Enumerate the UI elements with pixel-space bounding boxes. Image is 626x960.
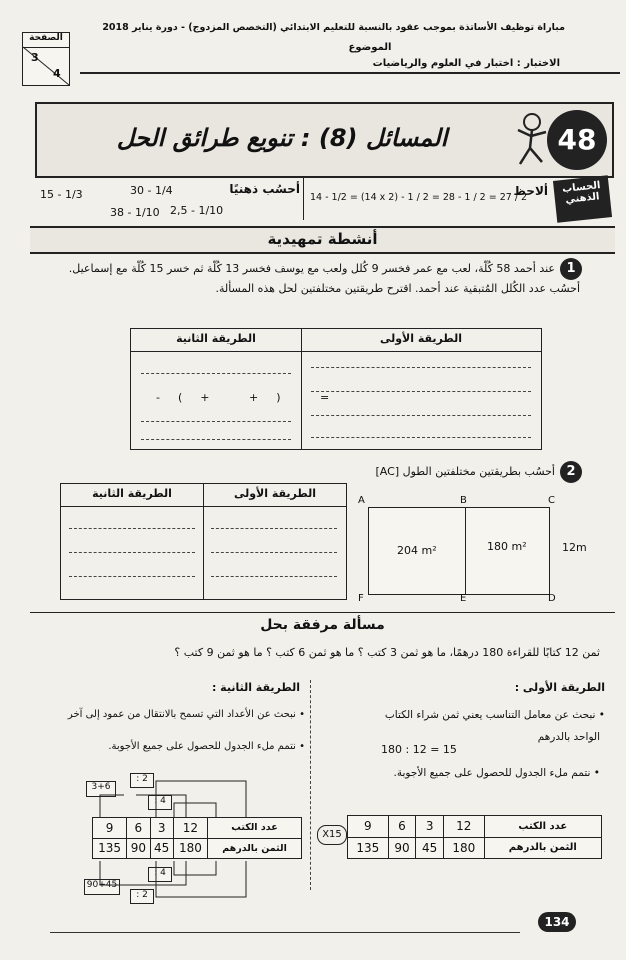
a2-line	[69, 528, 195, 529]
activity-1-badge	[560, 258, 582, 280]
a1-line	[141, 373, 291, 374]
area-2: 180 m²	[487, 540, 527, 553]
op-bot-1: : 4	[148, 867, 172, 882]
section-1-title: أنشطة تمهيدية	[267, 230, 378, 248]
a2-line	[211, 576, 337, 577]
factor-badge	[317, 825, 347, 845]
a1-line	[311, 415, 531, 416]
a2-col-first: الطريقة الأولى	[233, 487, 317, 500]
compute-label: أحسُب ذهنيًا	[229, 182, 300, 196]
activity-2	[40, 455, 610, 610]
page-divider	[23, 47, 69, 85]
footer-page: 134	[544, 915, 570, 929]
m2-cell: 3	[150, 818, 173, 839]
m2-cell: 90	[127, 838, 150, 859]
m1-bullet-1-text: نبحث عن معامل التناسب يعني ثمن شراء الكتاب	[384, 709, 596, 721]
area-1: 204 m²	[397, 544, 437, 557]
footer-rule	[50, 932, 520, 933]
m2-cell: 6	[127, 818, 150, 839]
mental-divider	[303, 176, 304, 220]
header-rule	[80, 72, 620, 74]
a1-formula: -(+ +) =	[156, 391, 348, 404]
m1-row-head: عدد الكتب	[484, 816, 601, 838]
activity-2-badge	[560, 461, 582, 483]
mental-item-0: 15 - 1/3	[40, 188, 83, 201]
label-E: E	[460, 593, 467, 604]
a1-line	[141, 421, 291, 422]
m2-bullet-2-text: نتمم ملء الجدول للحصول على جميع الأجوبة.	[108, 741, 296, 752]
m2-cell: 135	[93, 838, 127, 859]
method-1	[315, 675, 615, 875]
page-total: 4	[53, 67, 61, 80]
page-box	[22, 32, 70, 86]
lesson-number: 48	[557, 123, 597, 156]
mental-item-2: 38 - 1/10	[110, 206, 160, 219]
note-expression	[310, 178, 528, 218]
activity-1-text-1: عند أحمد 58 كُلّة، لعب مع عمر فخسر 9 كُلل ولعب مع يوسف فخسر 13 كُلّة ثم خسر 15 كُلّة مع إسماعيل.	[68, 262, 555, 275]
m2-cell: 9	[93, 818, 127, 839]
activity-2-number: 2	[566, 464, 576, 479]
lesson-title: المسائل (8) : تنويع طرائق الحل	[116, 124, 448, 152]
m1-title: الطريقة الأولى :	[514, 681, 605, 694]
table-head-line	[131, 351, 541, 352]
m1-cell: 9	[348, 816, 389, 838]
m2-title: الطريقة الثانية :	[211, 681, 300, 694]
a2-line	[211, 552, 337, 553]
m1-table	[347, 815, 602, 859]
m1-cell: 180	[443, 837, 484, 859]
label-B: B	[460, 495, 467, 506]
m1-row-head: الثمن بالدرهم	[484, 837, 601, 859]
section-1-header	[30, 226, 615, 254]
footer-page-badge	[538, 912, 576, 932]
lesson-banner	[35, 102, 614, 178]
activity-1	[40, 252, 610, 452]
m1-cell: 135	[348, 837, 389, 859]
page-label: الصفحة	[23, 33, 69, 48]
table-divider	[301, 329, 302, 449]
m1-cell: 45	[416, 837, 444, 859]
op-top-1: : 2	[130, 773, 154, 788]
m1-bullet-2: • نتمم ملء الجدول للحصول على جميع الأجوبة.	[393, 767, 600, 779]
m2-bullet-1: • نبحث عن الأعداد التي تسمح بالانتقال من عمود إلى آخر	[67, 709, 305, 720]
note-label: ألاحظ	[513, 184, 548, 198]
page-number: 3	[31, 51, 39, 64]
factor-text: X15	[322, 829, 342, 840]
height-label: 12m	[562, 541, 587, 554]
table-head-line	[61, 506, 346, 507]
method-2	[30, 675, 308, 905]
m1-bullet-1: • نبحث عن معامل التناسب يعني ثمن شراء الكتاب	[384, 709, 605, 721]
m1-cell: 90	[388, 837, 416, 859]
problem-text: ثمن 12 كتابًا للقراءة 180 درهمًا، ما هو ثمن 3 كتب ؟ ما هو ثمن 6 كتب ؟ ما هو ثمن 9 كتب ؟	[174, 646, 600, 659]
a2-line	[69, 552, 195, 553]
m2-row-head: عدد الكتب	[208, 818, 302, 839]
note-expression-text: 14 - 1/2 = (14 x 2) - 1 / 2 = 28 - 1 / 2 = 27 / 2	[310, 192, 528, 203]
label-A: A	[358, 495, 365, 506]
m2-cell: 45	[150, 838, 173, 859]
mental-math	[30, 174, 615, 226]
rectangle-figure	[368, 507, 550, 595]
m1-bullet-2-text: نتمم ملء الجدول للحصول على جميع الأجوبة.	[393, 767, 591, 779]
lesson-number-badge	[547, 110, 607, 170]
m2-cell: 180	[173, 838, 207, 859]
a2-line	[211, 528, 337, 529]
activity-2-table	[60, 483, 347, 600]
running-child-icon	[512, 112, 550, 168]
m1-cell: 12	[443, 816, 484, 838]
subject-label: الموضوع	[348, 42, 392, 53]
arrows-diagram	[86, 775, 286, 905]
a2-line	[69, 576, 195, 577]
op-bot-2: : 2	[130, 889, 154, 904]
mental-tag: الحساب الذهني	[553, 175, 612, 223]
a2-col-second: الطريقة الثانية	[92, 487, 172, 500]
op-top-2: : 4	[148, 795, 172, 810]
m1-cell: 6	[388, 816, 416, 838]
mental-item-1: 30 - 1/4	[130, 184, 173, 197]
op-top-3: 3+6	[86, 781, 116, 797]
figure-divider	[465, 508, 466, 594]
a1-line	[311, 437, 531, 438]
a1-line	[141, 439, 291, 440]
label-F: F	[358, 593, 364, 604]
m1-calc: 180 : 12 = 15	[381, 743, 457, 756]
a1-line	[311, 391, 531, 392]
activity-1-table	[130, 328, 542, 450]
exam-label: الاختبار : اختبار في العلوم والرياضيات	[372, 58, 560, 69]
a1-col-first: الطريقة الأولى	[379, 332, 463, 345]
activity-1-number: 1	[566, 261, 576, 276]
op-bot-3: 90+45	[84, 879, 120, 895]
m1-books-row	[348, 816, 602, 838]
m2-cell: 12	[173, 818, 207, 839]
methods-divider	[310, 680, 312, 890]
m1-bullet-1b: الواحد بالدرهم	[537, 731, 600, 743]
label-D: D	[548, 593, 556, 604]
m1-prices-row	[348, 837, 602, 859]
a1-col-second: الطريقة الثانية	[176, 332, 256, 345]
m2-row-head: الثمن بالدرهم	[208, 838, 302, 859]
label-C: C	[548, 495, 555, 506]
m2-bullet-1-text: نبحث عن الأعداد التي تسمح بالانتقال من عمود إلى آخر	[67, 709, 296, 720]
activity-2-text: أحسُب بطريقتين مختلفتين الطول [AC]	[375, 465, 555, 478]
header	[0, 0, 626, 100]
section-2-title: مسألة مرفقة بحل	[260, 617, 385, 633]
a1-line	[311, 367, 531, 368]
m1-cell: 3	[416, 816, 444, 838]
section-2-header	[30, 612, 615, 637]
m2-bullet-2: • نتمم ملء الجدول للحصول على جميع الأجوبة.	[108, 741, 305, 752]
mental-item-3: 2,5 - 1/10	[170, 204, 224, 217]
table-divider	[203, 484, 204, 599]
header-title: مباراة توظيف الأساتذة بموجب عقود بالنسبة للتعليم الابتدائي (التخصص المزدوج) - دورة يناير 2018	[102, 22, 565, 33]
activity-1-text-2: أحسُب عدد الكُلل المُتبقية عند أحمد. اقترح طريقتين مختلفتين لحل هذه المسألة.	[215, 282, 580, 295]
